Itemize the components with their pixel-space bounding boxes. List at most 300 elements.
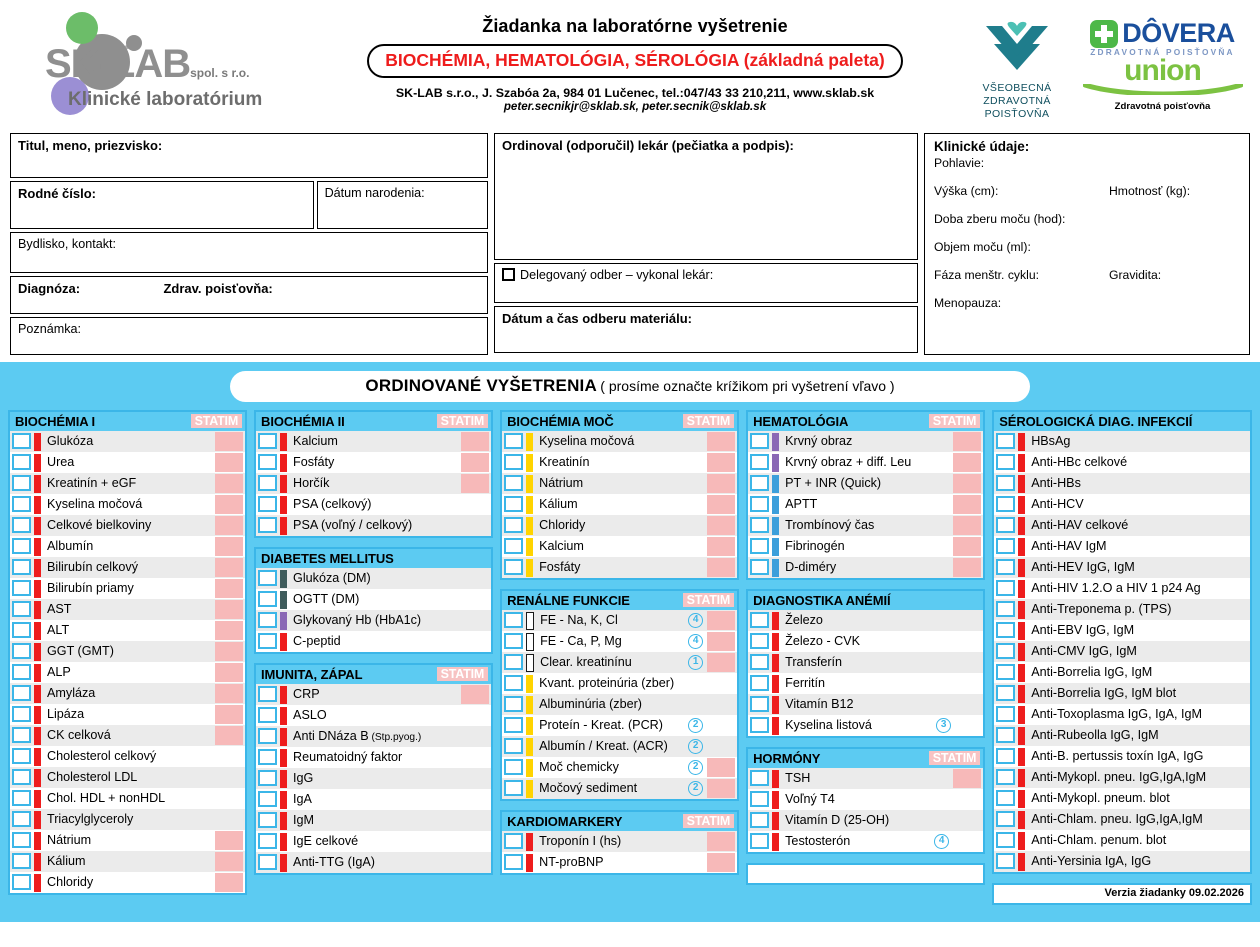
test-row[interactable] xyxy=(994,515,1250,536)
test-checkbox[interactable] xyxy=(750,475,769,491)
vszp-logo xyxy=(971,20,1063,121)
test-label xyxy=(1025,851,1222,872)
test-row[interactable] xyxy=(10,599,245,620)
test-row[interactable] xyxy=(502,852,737,873)
test-checkbox[interactable] xyxy=(996,832,1015,848)
delegated-label: Delegovaný odber – vykonal lekár: xyxy=(520,268,714,282)
test-checkbox[interactable] xyxy=(258,833,277,849)
test-row[interactable] xyxy=(748,831,983,852)
statim-checkbox-cell[interactable] xyxy=(707,432,735,451)
test-checkbox[interactable] xyxy=(12,496,31,512)
test-row[interactable] xyxy=(10,725,245,746)
statim-checkbox-cell[interactable] xyxy=(215,495,243,514)
test-row[interactable] xyxy=(502,494,737,515)
panel-header xyxy=(256,665,491,684)
panel-header xyxy=(502,591,737,610)
test-label xyxy=(287,589,463,610)
row-spacer xyxy=(1222,494,1250,515)
field-doctor-stamp[interactable] xyxy=(494,133,918,260)
test-row[interactable] xyxy=(256,494,491,515)
statim-checkbox-cell[interactable] xyxy=(707,474,735,493)
test-checkbox[interactable] xyxy=(996,559,1015,575)
test-row[interactable] xyxy=(994,599,1250,620)
test-row[interactable] xyxy=(10,473,245,494)
test-row[interactable] xyxy=(502,515,737,536)
statim-checkbox-cell[interactable] xyxy=(215,432,243,451)
statim-checkbox-cell[interactable] xyxy=(953,558,981,577)
test-checkbox[interactable] xyxy=(750,791,769,807)
test-checkbox[interactable] xyxy=(996,475,1015,491)
test-row[interactable] xyxy=(502,610,737,631)
test-checkbox[interactable] xyxy=(996,706,1015,722)
test-checkbox[interactable] xyxy=(258,633,277,649)
statim-checkbox-cell[interactable] xyxy=(707,779,735,798)
panel-rows xyxy=(748,610,983,736)
test-checkbox[interactable] xyxy=(504,854,523,870)
test-checkbox[interactable] xyxy=(750,612,769,628)
statim-checkbox-cell[interactable] xyxy=(215,831,243,850)
statim-checkbox-cell[interactable] xyxy=(215,558,243,577)
test-row[interactable] xyxy=(256,589,491,610)
test-checkbox[interactable] xyxy=(258,433,277,449)
test-row[interactable] xyxy=(10,683,245,704)
test-checkbox[interactable] xyxy=(12,748,31,764)
field-diagnosis[interactable] xyxy=(10,276,488,314)
test-checkbox[interactable] xyxy=(12,454,31,470)
test-checkbox[interactable] xyxy=(504,717,523,733)
test-row[interactable] xyxy=(994,662,1250,683)
statim-checkbox-cell[interactable] xyxy=(707,632,735,651)
test-checkbox[interactable] xyxy=(996,622,1015,638)
test-row[interactable] xyxy=(502,736,737,757)
test-row[interactable] xyxy=(10,557,245,578)
test-row[interactable] xyxy=(748,673,983,694)
test-checkbox[interactable] xyxy=(750,538,769,554)
test-checkbox[interactable] xyxy=(12,853,31,869)
test-row[interactable] xyxy=(502,778,737,799)
test-row[interactable] xyxy=(502,431,737,452)
test-checkbox[interactable] xyxy=(504,833,523,849)
test-row[interactable] xyxy=(502,557,737,578)
test-row[interactable] xyxy=(748,557,983,578)
test-label-text: CRP xyxy=(293,687,320,701)
test-row[interactable] xyxy=(748,494,983,515)
statim-checkbox-cell[interactable] xyxy=(461,432,489,451)
test-row[interactable] xyxy=(256,610,491,631)
test-checkbox[interactable] xyxy=(12,433,31,449)
test-row[interactable] xyxy=(256,852,491,873)
delegated-checkbox[interactable] xyxy=(502,268,515,281)
test-checkbox[interactable] xyxy=(258,770,277,786)
union-swoosh-icon xyxy=(1083,84,1243,95)
panel-title: DIABETES MELLITUS xyxy=(261,550,394,566)
row-spacer xyxy=(1222,515,1250,536)
statim-checkbox-cell[interactable] xyxy=(215,579,243,598)
test-checkbox[interactable] xyxy=(504,654,523,670)
test-checkbox[interactable] xyxy=(258,812,277,828)
test-row[interactable] xyxy=(748,694,983,715)
test-checkbox[interactable] xyxy=(258,707,277,723)
test-checkbox[interactable] xyxy=(258,454,277,470)
statim-checkbox-cell[interactable] xyxy=(953,769,981,788)
test-row[interactable] xyxy=(256,431,491,452)
test-checkbox[interactable] xyxy=(996,601,1015,617)
test-checkbox[interactable] xyxy=(12,622,31,638)
test-row[interactable] xyxy=(10,830,245,851)
test-checkbox[interactable] xyxy=(996,790,1015,806)
test-row[interactable] xyxy=(10,788,245,809)
test-checkbox[interactable] xyxy=(504,559,523,575)
statim-checkbox-cell[interactable] xyxy=(461,685,489,704)
test-checkbox[interactable] xyxy=(504,633,523,649)
test-checkbox[interactable] xyxy=(750,654,769,670)
test-row[interactable] xyxy=(10,641,245,662)
test-checkbox[interactable] xyxy=(12,727,31,743)
test-row[interactable] xyxy=(256,810,491,831)
test-row[interactable] xyxy=(10,494,245,515)
test-label-text: OGTT (DM) xyxy=(293,592,360,606)
test-row[interactable] xyxy=(256,684,491,705)
tube-color-marker-red xyxy=(34,685,41,703)
statim-checkbox-cell[interactable] xyxy=(215,684,243,703)
test-checkbox[interactable] xyxy=(750,812,769,828)
test-label-text: Anti-Chlam. pneu. IgG,IgA,IgM xyxy=(1031,812,1203,826)
test-checkbox[interactable] xyxy=(750,496,769,512)
field-delegated-collection[interactable] xyxy=(494,263,918,303)
test-checkbox[interactable] xyxy=(504,475,523,491)
statim-checkbox-cell[interactable] xyxy=(215,474,243,493)
tube-color-marker-red xyxy=(1018,475,1025,493)
test-row[interactable] xyxy=(256,515,491,536)
statim-checkbox-cell[interactable] xyxy=(461,474,489,493)
test-checkbox[interactable] xyxy=(12,790,31,806)
test-checkbox[interactable] xyxy=(996,727,1015,743)
statim-checkbox-cell[interactable] xyxy=(707,537,735,556)
test-checkbox[interactable] xyxy=(504,612,523,628)
test-row[interactable] xyxy=(994,641,1250,662)
test-checkbox[interactable] xyxy=(12,643,31,659)
test-row[interactable] xyxy=(256,705,491,726)
footnote-badge: 2 xyxy=(688,781,703,796)
tube-color-marker-red xyxy=(280,791,287,809)
test-checkbox[interactable] xyxy=(504,496,523,512)
tube-color-marker-red xyxy=(34,538,41,556)
test-checkbox[interactable] xyxy=(504,433,523,449)
test-row[interactable] xyxy=(748,610,983,631)
test-row[interactable] xyxy=(994,620,1250,641)
test-row[interactable] xyxy=(256,831,491,852)
test-row[interactable] xyxy=(10,851,245,872)
test-row[interactable] xyxy=(502,757,737,778)
test-checkbox[interactable] xyxy=(996,454,1015,470)
test-checkbox[interactable] xyxy=(996,538,1015,554)
test-label xyxy=(41,431,215,452)
statim-checkbox-cell[interactable] xyxy=(215,642,243,661)
test-checkbox[interactable] xyxy=(996,433,1015,449)
statim-checkbox-cell[interactable] xyxy=(707,653,735,672)
test-checkbox[interactable] xyxy=(12,664,31,680)
test-checkbox[interactable] xyxy=(996,643,1015,659)
test-row[interactable] xyxy=(994,494,1250,515)
test-row[interactable] xyxy=(256,452,491,473)
test-checkbox[interactable] xyxy=(750,633,769,649)
test-checkbox[interactable] xyxy=(258,570,277,586)
test-label-text: Vitamín D (25-OH) xyxy=(785,813,890,827)
test-checkbox[interactable] xyxy=(996,811,1015,827)
tube-color-marker-red xyxy=(34,517,41,535)
test-row[interactable] xyxy=(994,725,1250,746)
test-row[interactable] xyxy=(994,746,1250,767)
test-row[interactable] xyxy=(256,789,491,810)
test-row[interactable] xyxy=(994,830,1250,851)
test-checkbox[interactable] xyxy=(996,580,1015,596)
panel-column-2 xyxy=(254,410,493,918)
test-checkbox[interactable] xyxy=(12,769,31,785)
statim-checkbox-cell[interactable] xyxy=(215,873,243,892)
test-row[interactable] xyxy=(10,452,245,473)
test-row[interactable] xyxy=(10,767,245,788)
test-row[interactable] xyxy=(502,694,737,715)
test-checkbox[interactable] xyxy=(996,748,1015,764)
statim-checkbox-cell[interactable] xyxy=(953,495,981,514)
clinical-title: Klinické údaje: xyxy=(934,139,1030,154)
test-checkbox[interactable] xyxy=(504,454,523,470)
test-row[interactable] xyxy=(748,431,983,452)
test-row[interactable] xyxy=(994,473,1250,494)
test-row[interactable] xyxy=(10,578,245,599)
panel-title: IMUNITA, ZÁPAL xyxy=(261,666,363,682)
field-collection-datetime[interactable] xyxy=(494,306,918,353)
test-checkbox[interactable] xyxy=(750,559,769,575)
test-label xyxy=(41,746,215,767)
statim-checkbox-cell[interactable] xyxy=(215,453,243,472)
test-row[interactable] xyxy=(502,631,737,652)
test-checkbox[interactable] xyxy=(750,833,769,849)
statim-checkbox-cell[interactable] xyxy=(215,600,243,619)
test-checkbox[interactable] xyxy=(996,496,1015,512)
test-row[interactable] xyxy=(748,715,983,736)
test-checkbox[interactable] xyxy=(12,580,31,596)
test-row[interactable] xyxy=(256,473,491,494)
test-checkbox[interactable] xyxy=(750,433,769,449)
statim-header-label: STATIM xyxy=(929,751,980,765)
test-label-text: Celkové bielkoviny xyxy=(47,518,152,532)
statim-checkbox-cell[interactable] xyxy=(707,611,735,630)
statim-checkbox-cell[interactable] xyxy=(707,516,735,535)
test-checkbox[interactable] xyxy=(504,517,523,533)
test-row[interactable] xyxy=(994,788,1250,809)
statim-checkbox-cell[interactable] xyxy=(215,663,243,682)
statim-checkbox-cell[interactable] xyxy=(953,432,981,451)
test-checkbox[interactable] xyxy=(12,685,31,701)
test-checkbox[interactable] xyxy=(750,717,769,733)
test-checkbox[interactable] xyxy=(504,538,523,554)
statim-checkbox-cell[interactable] xyxy=(953,516,981,535)
test-checkbox[interactable] xyxy=(504,780,523,796)
test-row[interactable] xyxy=(256,631,491,652)
test-label-text: Triacylglyceroly xyxy=(47,812,134,826)
test-row[interactable] xyxy=(994,704,1250,725)
test-row[interactable] xyxy=(502,673,737,694)
test-row[interactable] xyxy=(994,431,1250,452)
test-checkbox[interactable] xyxy=(750,454,769,470)
test-row[interactable] xyxy=(10,704,245,725)
field-note[interactable] xyxy=(10,317,488,355)
field-birth-number[interactable] xyxy=(10,181,314,229)
statim-checkbox-cell xyxy=(461,769,489,788)
test-row[interactable] xyxy=(256,747,491,768)
test-checkbox[interactable] xyxy=(12,475,31,491)
row-spacer xyxy=(463,589,491,610)
panel-header xyxy=(256,412,491,431)
test-checkbox[interactable] xyxy=(258,686,277,702)
test-checkbox[interactable] xyxy=(258,749,277,765)
test-row[interactable] xyxy=(502,652,737,673)
test-row[interactable] xyxy=(502,715,737,736)
test-checkbox[interactable] xyxy=(258,591,277,607)
tube-color-marker-red xyxy=(1018,601,1025,619)
statim-checkbox-cell[interactable] xyxy=(707,853,735,872)
test-row[interactable] xyxy=(748,536,983,557)
tube-color-marker-red xyxy=(280,728,287,746)
test-checkbox[interactable] xyxy=(750,770,769,786)
test-checkbox[interactable] xyxy=(12,559,31,575)
test-label-text: TSH xyxy=(785,771,811,785)
test-label-text: Anti-HCV xyxy=(1031,497,1084,511)
test-row[interactable] xyxy=(748,631,983,652)
test-checkbox[interactable] xyxy=(504,738,523,754)
test-row[interactable] xyxy=(10,515,245,536)
test-row[interactable] xyxy=(10,431,245,452)
test-checkbox[interactable] xyxy=(258,791,277,807)
test-row[interactable] xyxy=(994,452,1250,473)
test-row[interactable] xyxy=(10,872,245,893)
statim-checkbox-cell[interactable] xyxy=(215,852,243,871)
statim-checkbox-cell[interactable] xyxy=(707,758,735,777)
test-row[interactable] xyxy=(256,726,491,747)
field-address[interactable] xyxy=(10,232,488,273)
test-label-text: Chloridy xyxy=(539,518,586,532)
test-checkbox[interactable] xyxy=(258,517,277,533)
test-checkbox[interactable] xyxy=(504,696,523,712)
tube-color-marker-blue xyxy=(772,538,779,556)
test-row[interactable] xyxy=(748,768,983,789)
test-checkbox[interactable] xyxy=(12,601,31,617)
test-row[interactable] xyxy=(994,536,1250,557)
test-checkbox[interactable] xyxy=(750,517,769,533)
test-checkbox[interactable] xyxy=(504,675,523,691)
test-row[interactable] xyxy=(748,515,983,536)
test-row[interactable] xyxy=(502,452,737,473)
test-checkbox[interactable] xyxy=(996,769,1015,785)
statim-checkbox-cell[interactable] xyxy=(215,516,243,535)
test-row[interactable] xyxy=(10,662,245,683)
statim-checkbox-cell[interactable] xyxy=(707,832,735,851)
test-checkbox[interactable] xyxy=(996,685,1015,701)
test-row[interactable] xyxy=(748,452,983,473)
test-checkbox[interactable] xyxy=(258,728,277,744)
test-checkbox[interactable] xyxy=(12,832,31,848)
test-row[interactable] xyxy=(256,568,491,589)
test-checkbox[interactable] xyxy=(504,759,523,775)
statim-checkbox-cell[interactable] xyxy=(953,474,981,493)
test-row[interactable] xyxy=(256,768,491,789)
test-row[interactable] xyxy=(10,536,245,557)
test-label-text: Anti-Rubeolla IgG, IgM xyxy=(1031,728,1159,742)
test-checkbox[interactable] xyxy=(12,517,31,533)
clinical-data-box[interactable] xyxy=(924,133,1250,355)
test-checkbox[interactable] xyxy=(996,853,1015,869)
test-row[interactable] xyxy=(994,851,1250,872)
test-checkbox[interactable] xyxy=(750,675,769,691)
test-checkbox[interactable] xyxy=(996,517,1015,533)
statim-checkbox-cell[interactable] xyxy=(461,453,489,472)
test-row[interactable] xyxy=(748,473,983,494)
test-label xyxy=(287,726,461,747)
test-checkbox[interactable] xyxy=(258,612,277,628)
test-row[interactable] xyxy=(502,831,737,852)
field-birth-date[interactable] xyxy=(317,181,488,229)
test-checkbox[interactable] xyxy=(258,475,277,491)
test-label-text: Močový sediment xyxy=(539,781,638,795)
tube-color-marker-red xyxy=(1018,538,1025,556)
test-label xyxy=(779,431,953,452)
footnote-badge: 2 xyxy=(688,718,703,733)
test-row[interactable] xyxy=(994,578,1250,599)
statim-checkbox-cell[interactable] xyxy=(707,495,735,514)
test-row[interactable] xyxy=(994,557,1250,578)
statim-checkbox-cell[interactable] xyxy=(707,558,735,577)
test-row[interactable] xyxy=(502,536,737,557)
test-row[interactable] xyxy=(10,809,245,830)
test-label xyxy=(41,452,215,473)
statim-checkbox-cell[interactable] xyxy=(953,537,981,556)
test-row[interactable] xyxy=(994,809,1250,830)
test-label xyxy=(287,684,461,705)
test-row[interactable] xyxy=(10,746,245,767)
test-checkbox[interactable] xyxy=(12,706,31,722)
test-checkbox[interactable] xyxy=(996,664,1015,680)
test-row[interactable] xyxy=(10,620,245,641)
statim-checkbox-cell[interactable] xyxy=(953,453,981,472)
test-row[interactable] xyxy=(748,789,983,810)
row-spacer xyxy=(1222,662,1250,683)
test-row[interactable] xyxy=(748,810,983,831)
test-label xyxy=(779,768,953,789)
test-row[interactable] xyxy=(994,767,1250,788)
test-checkbox[interactable] xyxy=(12,538,31,554)
statim-checkbox-cell[interactable] xyxy=(707,453,735,472)
statim-header-label: STATIM xyxy=(929,414,980,428)
vszp-line1: VŠEOBECNÁ xyxy=(982,82,1052,94)
test-label xyxy=(533,473,707,494)
test-row[interactable] xyxy=(748,652,983,673)
test-checkbox[interactable] xyxy=(12,874,31,890)
test-label-text: Kyselina močová xyxy=(47,497,143,511)
test-row[interactable] xyxy=(502,473,737,494)
statim-checkbox-cell[interactable] xyxy=(215,537,243,556)
test-checkbox[interactable] xyxy=(12,811,31,827)
statim-checkbox-cell[interactable] xyxy=(215,726,243,745)
field-patient-name[interactable] xyxy=(10,133,488,178)
test-checkbox[interactable] xyxy=(258,854,277,870)
test-checkbox[interactable] xyxy=(750,696,769,712)
test-checkbox[interactable] xyxy=(258,496,277,512)
test-row[interactable] xyxy=(994,683,1250,704)
statim-checkbox-cell[interactable] xyxy=(215,621,243,640)
test-label-text: Anti-CMV IgG, IgM xyxy=(1031,644,1137,658)
statim-checkbox-cell[interactable] xyxy=(215,705,243,724)
